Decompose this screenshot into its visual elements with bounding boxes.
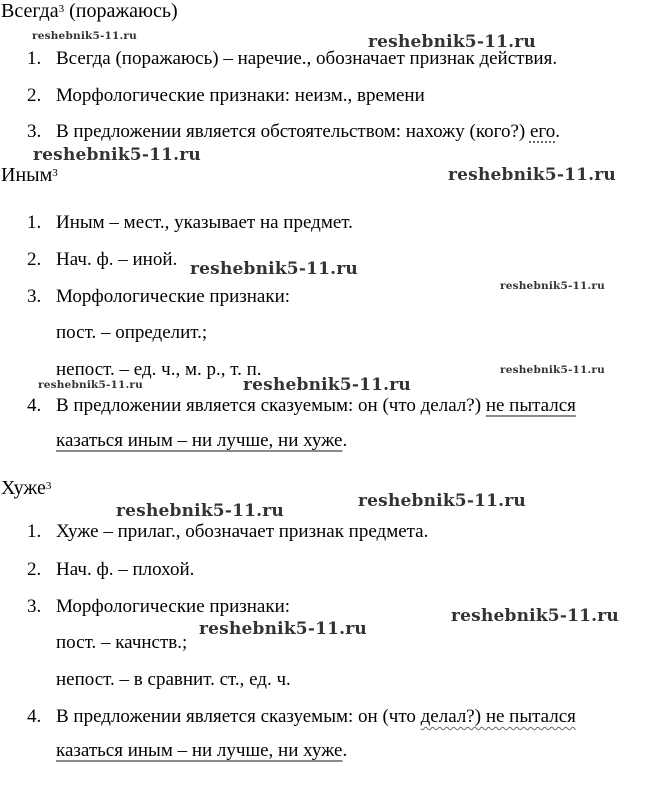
heading-superscript: 3 — [58, 3, 65, 15]
list-number: 3. — [27, 121, 42, 142]
watermark: reshebnik5-11.ru — [358, 491, 526, 511]
list-item: Морфологические признаки: — [56, 286, 291, 307]
watermark: reshebnik5-11.ru — [243, 375, 411, 395]
list-item: Хуже – прилаг., обозначает признак предмета. — [56, 521, 429, 542]
list-item-text: В предложении является сказуемым: он (что делал?) — [56, 395, 486, 416]
list-item — [56, 121, 560, 143]
list-item-text: В предложении является сказуемым: он (что — [56, 706, 421, 727]
list-subitem: пост. – определит.; — [56, 322, 208, 343]
punctuation: . — [342, 740, 348, 761]
section-heading-inym — [1, 164, 58, 186]
watermark: reshebnik5-11.ru — [451, 606, 619, 626]
underlined-phrase: казаться иным – ни лучше, ни хуже — [56, 740, 343, 761]
list-number: 1. — [27, 212, 42, 233]
list-item-text: В предложении является обстоятельством: нахожу (кого?) — [56, 121, 530, 142]
list-number: 3. — [27, 286, 42, 307]
list-item: Морфологические признаки: — [56, 596, 291, 617]
watermark: reshebnik5-11.ru — [190, 259, 358, 279]
list-item — [56, 395, 576, 417]
list-number: 1. — [27, 521, 42, 542]
list-item-continuation — [56, 740, 347, 762]
watermark: reshebnik5-11.ru — [500, 280, 605, 292]
list-item — [56, 706, 576, 728]
section-heading-khuzhe — [1, 477, 51, 499]
list-item: Морфологические признаки: неизм., времени — [56, 85, 425, 106]
list-number: 3. — [27, 596, 42, 617]
list-number: 2. — [27, 559, 42, 580]
list-subitem: непост. – ед. ч., м. р., т. п. — [56, 359, 262, 380]
list-subitem: непост. – в сравнит. ст., ед. ч. — [56, 669, 291, 690]
list-number: 1. — [27, 48, 42, 69]
heading-word: Хуже — [1, 477, 46, 499]
list-number: 2. — [27, 249, 42, 270]
underlined-word: его — [529, 121, 556, 142]
list-item-continuation — [56, 430, 347, 452]
watermark: reshebnik5-11.ru — [32, 30, 137, 42]
heading-word: Иным — [1, 164, 53, 186]
list-item: Иным – мест., указывает на предмет. — [56, 212, 353, 233]
watermark: reshebnik5-11.ru — [368, 32, 536, 52]
heading-word: Всегда — [1, 0, 59, 22]
underlined-predicate-cont: казаться иным – ни лучше, ни хуже — [56, 430, 343, 451]
section-heading-vsegda — [1, 0, 178, 22]
watermark: reshebnik5-11.ru — [500, 364, 605, 376]
heading-rest: (поражаюсь) — [64, 0, 178, 22]
list-number: 2. — [27, 85, 42, 106]
heading-superscript: 3 — [45, 480, 52, 492]
list-item: Нач. ф. – иной. — [56, 249, 178, 270]
watermark: reshebnik5-11.ru — [116, 501, 284, 521]
list-item: Всегда (поражаюсь) – наречие., обозначает признак действия. — [56, 48, 558, 69]
wavy-underlined-predicate: делал?) не пытался — [420, 706, 576, 727]
watermark: reshebnik5-11.ru — [199, 619, 367, 639]
watermark: reshebnik5-11.ru — [33, 145, 201, 165]
list-number: 4. — [27, 706, 42, 727]
heading-superscript: 3 — [52, 167, 58, 179]
watermark: reshebnik5-11.ru — [448, 165, 616, 185]
punctuation: . — [555, 121, 560, 142]
watermark: reshebnik5-11.ru — [38, 379, 143, 391]
underlined-predicate: не пытался — [485, 395, 576, 416]
list-number: 4. — [27, 395, 42, 416]
punctuation: . — [342, 430, 348, 451]
list-subitem: пост. – качнств.; — [56, 632, 188, 653]
list-item: Нач. ф. – плохой. — [56, 559, 195, 580]
